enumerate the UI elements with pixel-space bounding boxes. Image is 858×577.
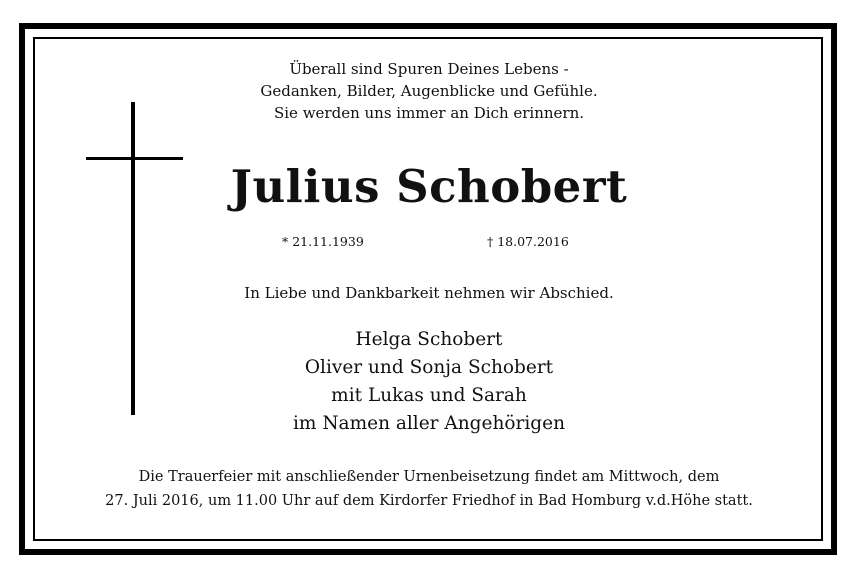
farewell-text: In Liebe und Dankbarkeit nehmen wir Abschied. <box>244 284 614 302</box>
death-date: † 18.07.2016 <box>487 234 569 249</box>
motto-line-3: Sie werden uns immer an Dich erinnern. <box>273 104 585 122</box>
birth-date: * 21.11.1939 <box>282 234 364 249</box>
motto-line-1: Überall sind Spuren Deines Lebens - <box>289 60 569 78</box>
family-line-2: Oliver und Sonja Schobert <box>304 357 554 378</box>
family-line-3: mit Lukas und Sarah <box>331 385 527 406</box>
family-line-4: im Namen aller Angehörigen <box>293 413 565 434</box>
ceremony-line-1: Die Trauerfeier mit anschließender Urnenbeisetzung findet am Mittwoch, dem <box>138 469 720 485</box>
deceased-name: Julius Schobert <box>230 160 628 213</box>
ceremony-line-2: 27. Juli 2016, um 11.00 Uhr auf dem Kirdorfer Friedhof in Bad Homburg v.d.Höhe statt. <box>105 493 753 509</box>
motto-line-2: Gedanken, Bilder, Augenblicke und Gefühle. <box>260 82 598 100</box>
family-line-1: Helga Schobert <box>355 329 503 350</box>
